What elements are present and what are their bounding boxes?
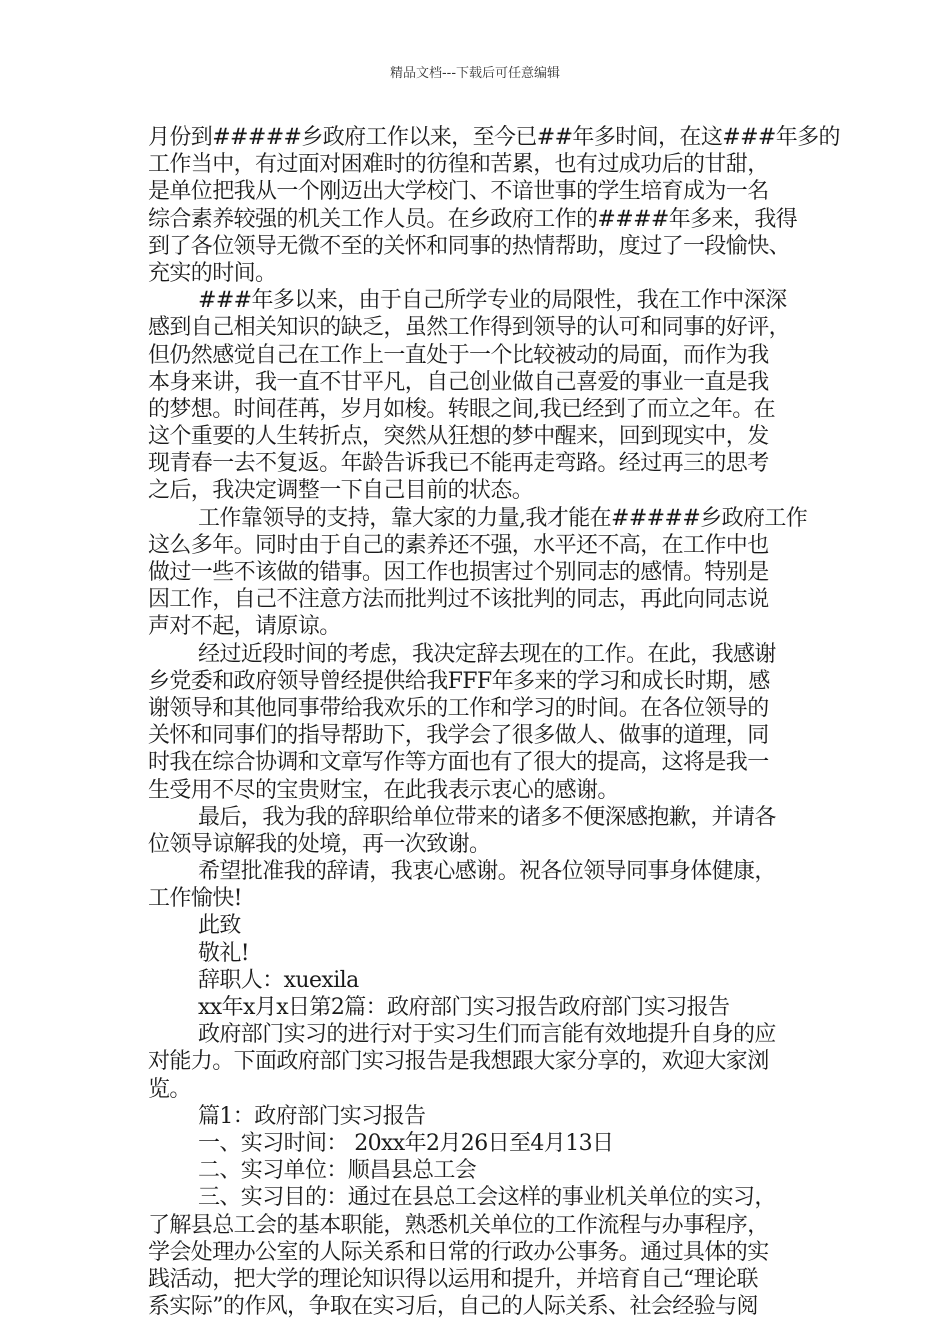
text-line: 这么多年。同时由于自己的素养还不强，水平还不高，在工作中也 [148, 532, 769, 558]
text-line: xx年x月x日第2篇：政府部门实习报告政府部门实习报告 [198, 995, 730, 1020]
text-line: 现青春一去不复返。年龄告诉我已不能再走弯路。经过再三的思考 [148, 451, 769, 477]
text-line: 本身来讲，我一直不甘平凡，自己创业做自己喜爱的事业一直是我 [148, 369, 769, 395]
text-line: 辞职人：xuexila [198, 967, 359, 993]
text-line: 乡党委和政府领导曾经提供给我FFF年多来的学习和成长时期，感 [148, 668, 770, 694]
text-line: 敬礼! [198, 940, 250, 966]
page-header: 精品文档---下载后可任意编辑 [389, 66, 561, 81]
document-body [148, 124, 840, 1320]
text-line: 三、实习目的：通过在县总工会这样的事业机关单位的实习， [198, 1185, 776, 1211]
text-line: 时我在综合协调和文章写作等方面也有了很大的提高，这将是我一 [148, 750, 769, 776]
text-line: 是单位把我从一个刚迈出大学校门、不谙世事的学生培育成为一名 [148, 179, 769, 205]
text-line: 学会处理办公室的人际关系和日常的行政办公事务。通过具体的实 [148, 1239, 769, 1265]
text-line: 的梦想。时间荏苒，岁月如梭。转眼之间,我已经到了而立之年。在 [148, 396, 775, 422]
text-line: 希望批准我的辞请，我衷心感谢。祝各位领导同事身体健康， [198, 859, 776, 885]
text-line: 位领导谅解我的处境，再一次致谢。 [148, 831, 491, 857]
text-line: 工作当中，有过面对困难时的彷徨和苦累，也有过成功后的甘甜， [148, 152, 769, 178]
text-line: 了解县总工会的基本职能，熟悉机关单位的工作流程与办事程序， [148, 1212, 769, 1238]
text-line: 最后，我为我的辞职给单位带来的诸多不便深感抱歉，并请各 [198, 804, 776, 830]
text-line: 践活动，把大学的理论知识得以运用和提升，并培育自己“理论联 [148, 1266, 758, 1292]
text-line: 此致 [198, 913, 241, 939]
text-line: 政府部门实习的进行对于实习生们而言能有效地提升自身的应 [198, 1022, 776, 1048]
text-line: 综合素养较强的机关工作人员。在乡政府工作的####年多来，我得 [148, 206, 798, 232]
text-line: 一、实习时间： 20xx年2月26日至4月13日 [198, 1130, 614, 1156]
text-line: 声对不起，请原谅。 [148, 614, 341, 640]
text-line: 到了各位领导无微不至的关怀和同事的热情帮助，度过了一段愉快、 [148, 233, 791, 259]
text-line: 工作愉快! [148, 886, 242, 912]
text-line: 工作靠领导的支持，靠大家的力量,我才能在#####乡政府工作 [198, 505, 808, 531]
text-line: 生受用不尽的宝贵财宝，在此我表示衷心的感谢。 [148, 777, 619, 803]
text-line: 谢领导和其他同事带给我欢乐的工作和学习的时间。在各位领导的 [148, 695, 769, 721]
text-line: 充实的时间。 [148, 260, 277, 286]
text-line: 览。 [148, 1076, 191, 1102]
text-line: 但仍然感觉自己在工作上一直处于一个比较被动的局面，而作为我 [148, 342, 769, 368]
text-line: 这个重要的人生转折点，突然从狂想的梦中醒来，回到现实中，发 [148, 424, 769, 450]
text-line: 篇1：政府部门实习报告 [198, 1103, 426, 1129]
text-line: 做过一些不该做的错事。因工作也损害过个别同志的感情。特别是 [148, 560, 769, 585]
text-line: 感到自己相关知识的缺乏，虽然工作得到领导的认可和同事的好评， [148, 315, 791, 341]
text-line: 因工作，自己不注意方法而批判过不该批判的同志，再此向同志说 [148, 587, 769, 613]
text-line: 二、实习单位：顺昌县总工会 [198, 1158, 477, 1184]
text-line: 关怀和同事们的指导帮助下，我学会了很多做人、做事的道理，同 [148, 723, 769, 749]
text-line: 对能力。下面政府部门实习报告是我想跟大家分享的，欢迎大家浏 [148, 1049, 769, 1075]
text-line: 经过近段时间的考虑，我决定辞去现在的工作。在此，我感谢 [198, 641, 776, 667]
text-line: 月份到#####乡政府工作以来，至今已##年多时间，在这###年多的 [148, 125, 840, 150]
text-line: 之后，我决定调整一下自己目前的状态。 [148, 478, 534, 504]
text-line: ###年多以来，由于自己所学专业的局限性，我在工作中深深 [198, 288, 787, 314]
text-line: 系实际”的作风，争取在实习后，自己的人际关系、社会经验与阅 [148, 1294, 758, 1320]
